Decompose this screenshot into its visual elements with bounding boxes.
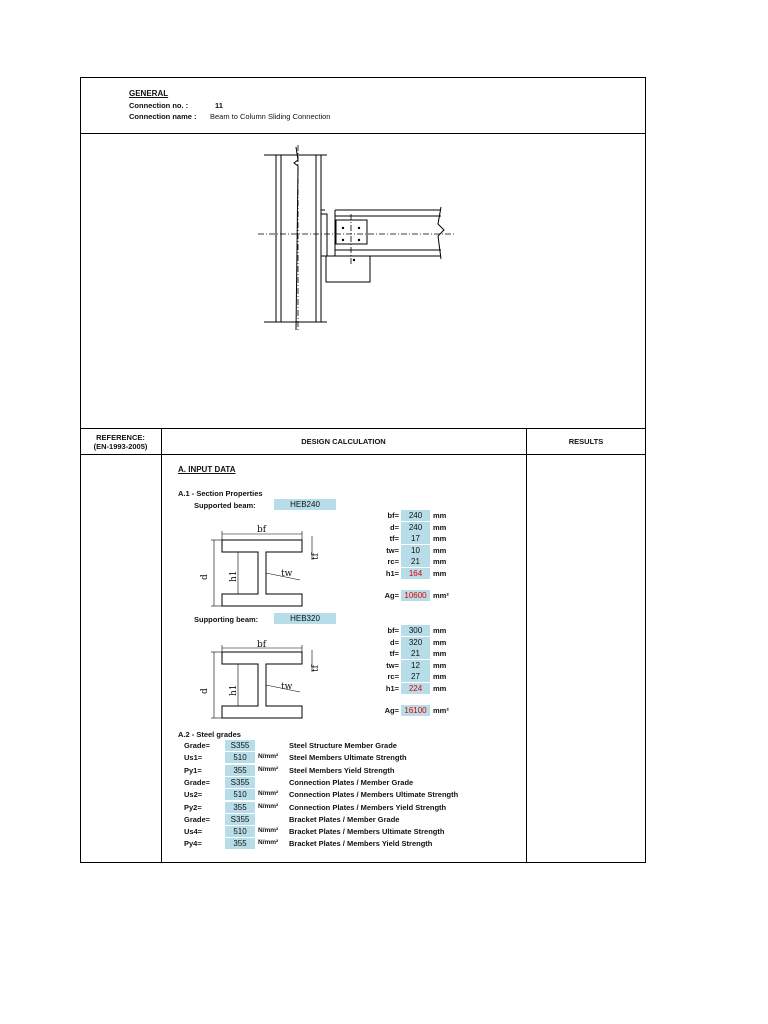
design-calculation-header: DESIGN CALCULATION <box>301 437 386 446</box>
diagram-label-d: d <box>200 574 210 580</box>
property-label: d= <box>390 637 399 647</box>
grade-value: 510 <box>225 752 255 763</box>
property-value: 10600 <box>401 590 430 601</box>
grade-label: Grade= <box>184 777 211 787</box>
supporting-beam-value: HEB320 <box>274 613 336 624</box>
grade-description: Bracket Plates / Member Grade <box>289 814 400 824</box>
property-unit: mm <box>433 637 447 647</box>
property-label: tf= <box>389 649 399 658</box>
connection-no-value: 11 <box>215 101 223 110</box>
reference-header-line2: (EN-1993-2005) <box>93 442 148 451</box>
diagram2-label-h1: h1 <box>229 684 239 696</box>
grade-label: Py2= <box>184 802 202 812</box>
grade-description: Bracket Plates / Members Ultimate Strength <box>289 827 445 837</box>
grade-description: Bracket Plates / Members Yield Strength <box>289 839 433 849</box>
property-value: 240 <box>401 510 430 521</box>
property-value: 21 <box>401 556 430 567</box>
property-unit: mm² <box>433 591 449 600</box>
diagram2-label-tw: tw <box>281 682 293 692</box>
grade-value: S355 <box>225 777 255 788</box>
property-unit: mm <box>433 511 447 520</box>
grade-value: 355 <box>225 838 255 849</box>
property-label: bf= <box>387 626 399 635</box>
property-label: Ag= <box>384 591 399 600</box>
grade-value: 510 <box>225 826 255 837</box>
property-value: 16100 <box>401 705 430 716</box>
grade-description: Steel Members Ultimate Strength <box>289 753 407 763</box>
property-value: 240 <box>401 522 430 533</box>
grade-value: S355 <box>225 814 255 825</box>
property-unit: mm <box>433 557 447 566</box>
grade-label: Py4= <box>184 839 202 849</box>
property-value: 12 <box>401 660 430 671</box>
property-unit: mm <box>433 522 447 532</box>
property-value: 27 <box>401 671 430 682</box>
diagram-label-bf: bf <box>257 525 267 535</box>
diagram2-label-d: d <box>200 688 210 694</box>
connection-name-value: Beam to Column Sliding Connection <box>210 112 331 121</box>
grade-unit: N/mm² <box>258 802 279 810</box>
diagram2-label-tf: tf <box>311 665 321 672</box>
input-data-title: A. INPUT DATA <box>178 465 236 474</box>
property-unit: mm <box>433 568 447 578</box>
reference-header-line1: REFERENCE: <box>96 433 145 442</box>
property-label: tw= <box>386 545 399 555</box>
diagram-label-h1: h1 <box>229 570 239 582</box>
grade-label: Grade= <box>184 741 211 750</box>
grade-label: Us2= <box>184 790 203 800</box>
property-value: 17 <box>401 533 430 544</box>
property-value: 21 <box>401 648 430 659</box>
grade-value: 355 <box>225 765 255 776</box>
grade-unit: N/mm² <box>258 839 279 847</box>
diagram-label-tw: tw <box>281 569 293 579</box>
property-label: h1= <box>385 683 399 693</box>
grade-label: Us1= <box>184 753 203 763</box>
property-label: rc= <box>387 672 399 681</box>
grade-value: 355 <box>225 802 255 813</box>
grade-value: 510 <box>225 789 255 800</box>
grade-value: S355 <box>225 740 255 751</box>
general-title: GENERAL <box>129 89 169 98</box>
property-label: Ag= <box>384 706 399 715</box>
supported-beam-label: Supported beam: <box>194 501 256 510</box>
property-unit: mm <box>433 534 447 543</box>
property-unit: mm <box>433 672 447 681</box>
property-value: 10 <box>401 545 430 556</box>
property-value: 224 <box>401 683 430 694</box>
grade-description: Connection Plates / Members Yield Strength <box>289 802 447 812</box>
grade-label: Us4= <box>184 827 203 837</box>
results-header: RESULTS <box>568 437 604 446</box>
grade-unit: N/mm² <box>258 765 279 773</box>
supported-beam-value: HEB240 <box>274 499 336 510</box>
grade-label: Py1= <box>184 765 202 775</box>
property-unit: mm <box>433 626 447 635</box>
connection-name-label: Connection name : <box>129 112 197 121</box>
property-label: tw= <box>386 660 399 670</box>
property-unit: mm <box>433 545 447 555</box>
section-properties-title: A.1 - Section Properties <box>178 489 263 498</box>
property-unit: mm <box>433 660 447 670</box>
supporting-beam-label: Supporting beam: <box>194 615 259 624</box>
grade-description: Steel Members Yield Strength <box>289 765 395 775</box>
property-unit: mm <box>433 683 447 693</box>
property-label: tf= <box>389 534 399 543</box>
grade-description: Connection Plates / Member Grade <box>289 777 414 787</box>
grade-unit: N/mm² <box>258 790 279 798</box>
grade-unit: N/mm² <box>258 753 279 761</box>
property-unit: mm <box>433 649 447 658</box>
diagram-label-tf: tf <box>311 553 321 560</box>
grade-label: Grade= <box>184 814 211 824</box>
steel-grades-title: A.2 - Steel grades <box>178 730 241 739</box>
property-label: h1= <box>385 568 399 578</box>
property-label: d= <box>390 522 399 532</box>
property-unit: mm² <box>433 706 449 715</box>
property-label: bf= <box>387 511 399 520</box>
property-value: 164 <box>401 568 430 579</box>
grade-description: Connection Plates / Members Ultimate Strength <box>289 790 459 800</box>
property-value: 320 <box>401 637 430 648</box>
diagram2-label-bf: bf <box>257 640 267 650</box>
grade-unit: N/mm² <box>258 827 279 835</box>
grade-description: Steel Structure Member Grade <box>289 741 397 750</box>
property-label: rc= <box>387 557 399 566</box>
property-value: 300 <box>401 625 430 636</box>
connection-no-label: Connection no. : <box>129 101 189 110</box>
